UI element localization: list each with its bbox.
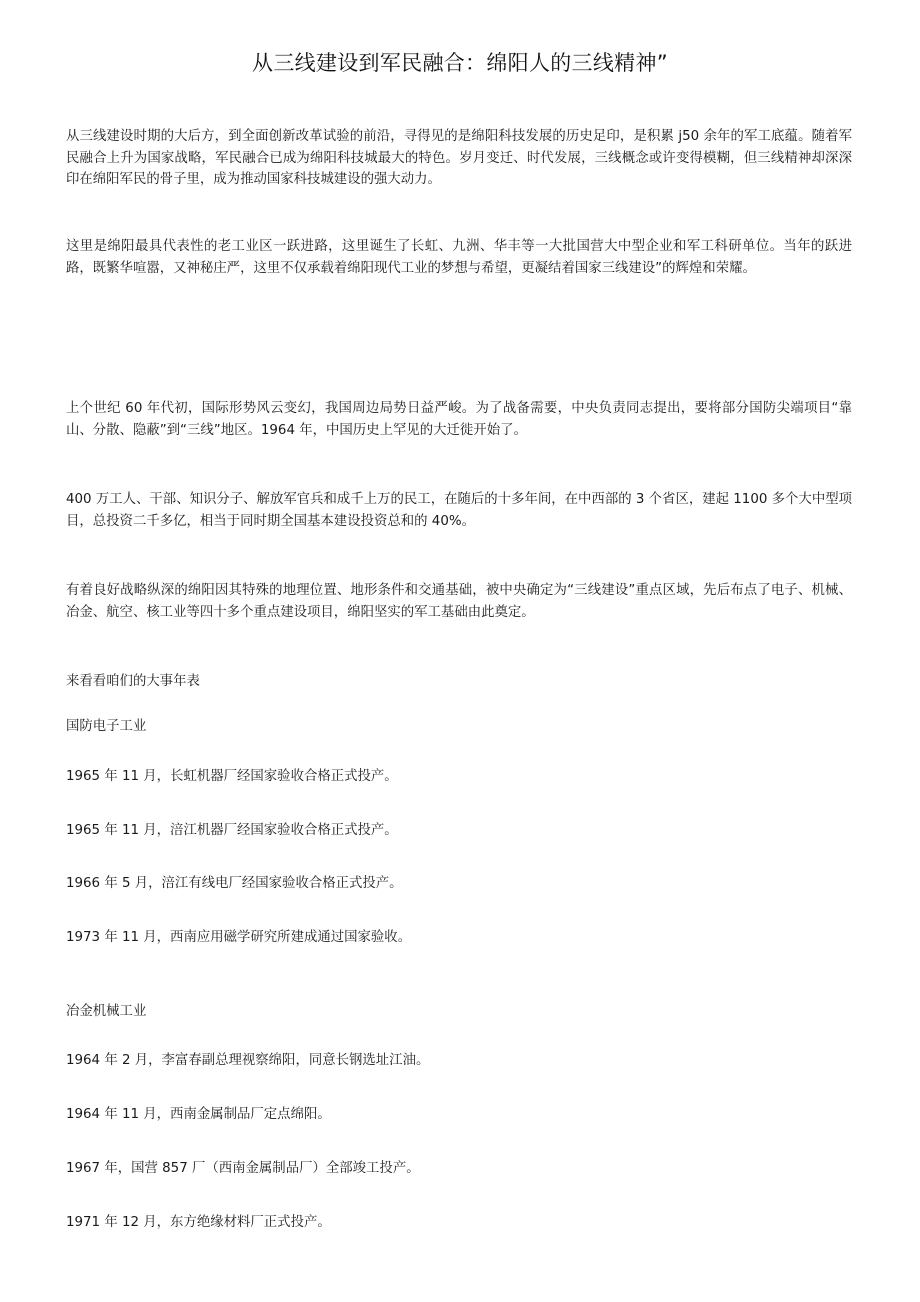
paragraph-mianyang-key-area: 有着良好战略纵深的绵阳因其特殊的地理位置、地形条件和交通基础，被中央确定为“三线建设”重点区域，先后布点了电子、机械、冶金、航空、核工业等四十多个重点建设项目，绵阳坚实的军工基础由此奠定。 — [66, 583, 852, 620]
timeline-event: 1964 年 2 月，李富春副总理视察绵阳，同意长钢选址江油。 — [66, 1053, 430, 1068]
section-heading-metallurgy-machinery: 冶金机械工业 — [66, 1004, 147, 1019]
paragraph-migration: 400 万工人、干部、知识分子、解放军官兵和成千上万的民工，在随后的十多年间，在中西部的 3 个省区，建起 1100 多个大中型项目，总投资二千多亿，相当于同时期全国基本建设投资总和的 40%。 — [66, 492, 852, 529]
timeline-intro: 来看看咱们的大事年表 — [66, 674, 200, 689]
document-title: 从三线建设到军民融合：绵阳人的三线精神” — [252, 51, 668, 75]
timeline-event: 1964 年 11 月，西南金属制品厂定点绵阳。 — [66, 1107, 331, 1122]
section-heading-defense-electronics: 国防电子工业 — [66, 719, 147, 734]
timeline-event: 1971 年 12 月，东方绝缘材料厂正式投产。 — [66, 1215, 331, 1230]
paragraph-1960s: 上个世纪 60 年代初，国际形势风云变幻，我国周边局势日益严峻。为了战备需要，中央负责同志提出，要将部分国防尖端项目“靠山、分散、隐蔽”到“三线”地区。1964 年，中国历史上罕见的大迁徙开始了。 — [66, 401, 852, 438]
timeline-event: 1967 年，国营 857 厂（西南金属制品厂）全部竣工投产。 — [66, 1161, 420, 1176]
timeline-event: 1965 年 11 月，长虹机器厂经国家验收合格正式投产。 — [66, 769, 398, 784]
paragraph-intro: 从三线建设时期的大后方，到全面创新改革试验的前沿，寻得见的是绵阳科技发展的历史足印，是积累 j50 余年的军工底蕴。随着军民融合上升为国家战略，军民融合已成为绵阳科技城最大的特色。岁月变迁、时代发展，三线概念或许变得模糊，但三线精神却深深印在绵阳军民的骨子里，成为推动国家科技城建设的强大动力。 — [66, 129, 852, 187]
timeline-event: 1965 年 11 月，涪江机器厂经国家验收合格正式投产。 — [66, 823, 398, 838]
timeline-event: 1973 年 11 月，西南应用磁学研究所建成通过国家验收。 — [66, 930, 412, 945]
timeline-event: 1966 年 5 月，涪江有线电厂经国家验收合格正式投产。 — [66, 876, 403, 891]
paragraph-yuejin-road: 这里是绵阳最具代表性的老工业区一跃进路，这里诞生了长虹、九洲、华丰等一大批国营大中型企业和军工科研单位。当年的跃进路，既繁华喧嚣，又神秘庄严，这里不仅承载着绵阳现代工业的梦想与希望，更凝结着国家三线建设”的辉煌和荣耀。 — [66, 239, 852, 276]
